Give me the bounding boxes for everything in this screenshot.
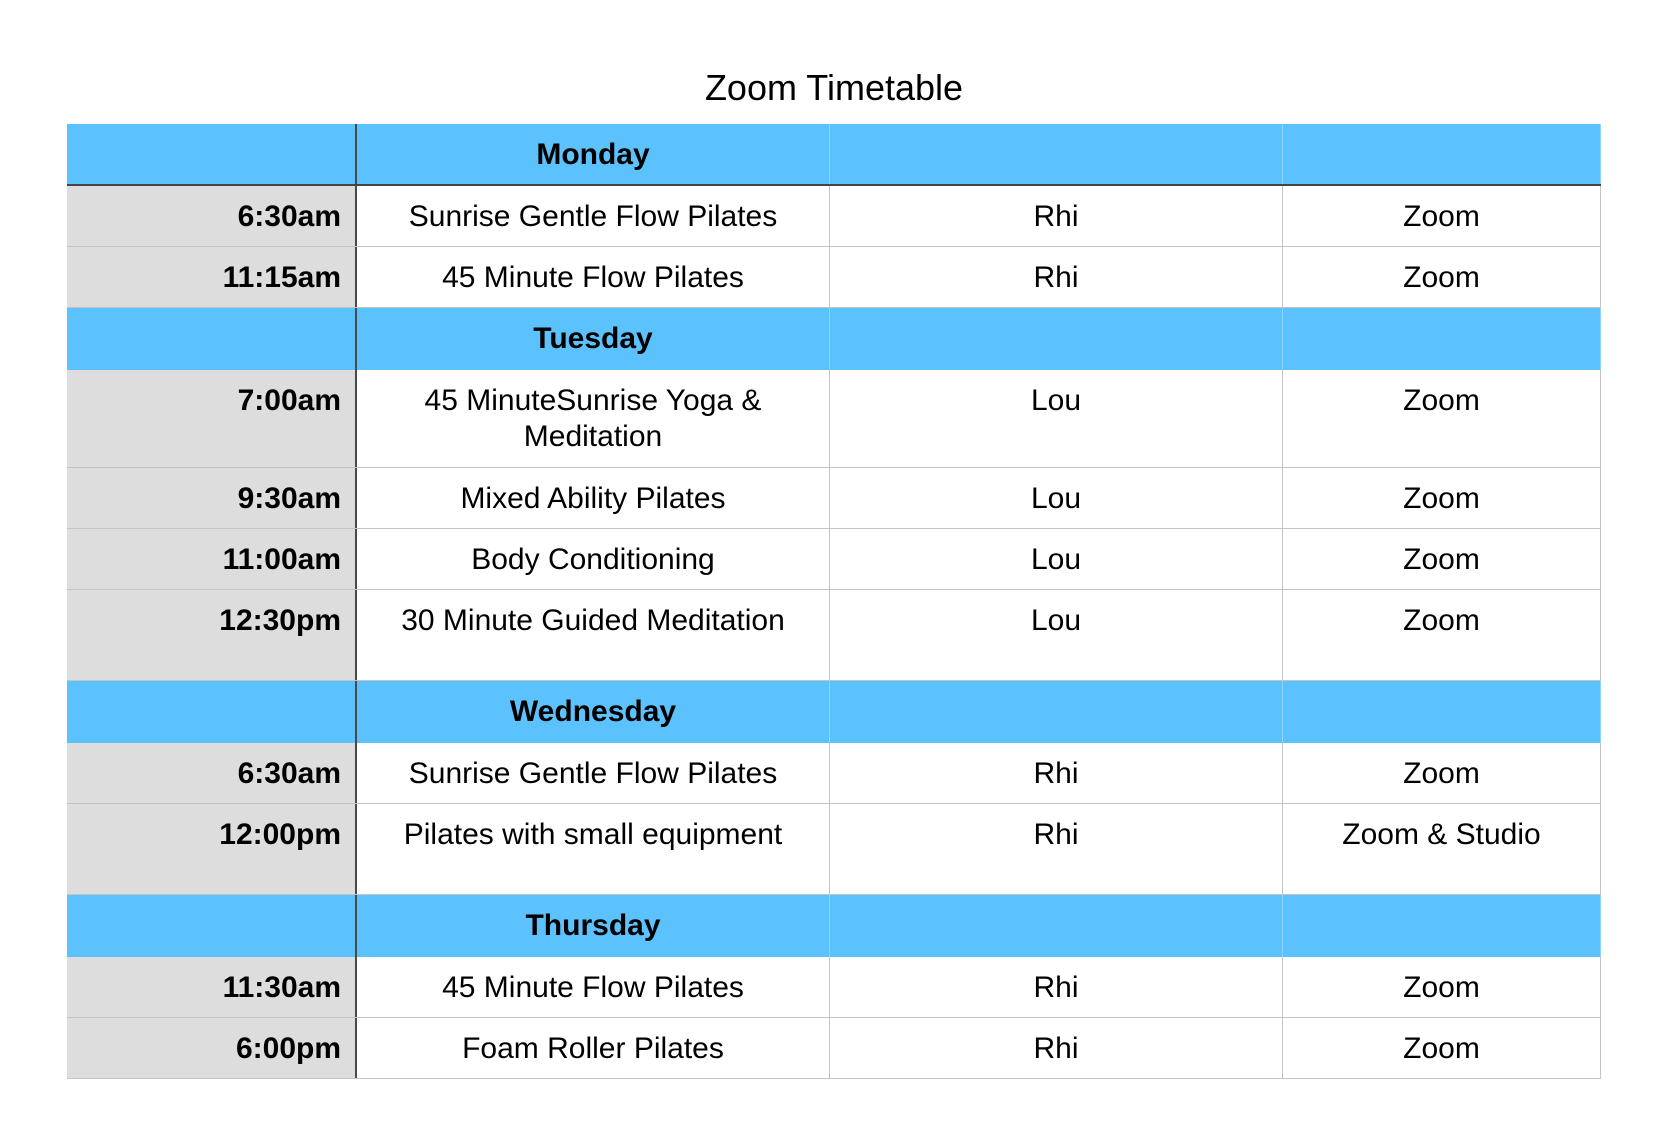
class-name: Mixed Ability Pilates — [357, 468, 830, 528]
day-header-thursday — [67, 895, 1601, 957]
class-instructor: Rhi — [830, 247, 1283, 307]
class-name: Pilates with small equipment — [357, 804, 830, 894]
class-time: 6:30am — [67, 186, 357, 246]
table-row — [67, 590, 1601, 681]
day-header-monday — [67, 124, 1601, 186]
class-name: 45 Minute Flow Pilates — [357, 957, 830, 1017]
class-location: Zoom — [1283, 743, 1601, 803]
class-location: Zoom — [1283, 529, 1601, 589]
class-time: 6:30am — [67, 743, 357, 803]
day-label: Thursday — [357, 895, 830, 957]
class-instructor: Rhi — [830, 957, 1283, 1017]
class-instructor: Rhi — [830, 804, 1283, 894]
class-location: Zoom & Studio — [1283, 804, 1601, 894]
table-row — [67, 804, 1601, 895]
class-instructor: Rhi — [830, 743, 1283, 803]
page-title: Zoom Timetable — [704, 67, 964, 108]
class-instructor: Rhi — [830, 1018, 1283, 1078]
class-time: 12:00pm — [67, 804, 357, 894]
day-header-wednesday — [67, 681, 1601, 743]
class-name: 45 MinuteSunrise Yoga & Meditation — [357, 370, 830, 467]
class-time: 12:30pm — [67, 590, 357, 680]
class-time: 11:00am — [67, 529, 357, 589]
table-row — [67, 743, 1601, 804]
class-time: 11:15am — [67, 247, 357, 307]
class-time: 7:00am — [67, 370, 357, 467]
class-location: Zoom — [1283, 590, 1601, 680]
class-name: Sunrise Gentle Flow Pilates — [357, 186, 830, 246]
class-name: Sunrise Gentle Flow Pilates — [357, 743, 830, 803]
class-location: Zoom — [1283, 1018, 1601, 1078]
class-location: Zoom — [1283, 186, 1601, 246]
table-row — [67, 247, 1601, 308]
day-header-tuesday — [67, 308, 1601, 370]
class-location: Zoom — [1283, 370, 1601, 467]
class-time: 9:30am — [67, 468, 357, 528]
day-label: Wednesday — [357, 681, 830, 743]
class-location: Zoom — [1283, 247, 1601, 307]
class-name: Foam Roller Pilates — [357, 1018, 830, 1078]
class-name: Body Conditioning — [357, 529, 830, 589]
class-instructor: Lou — [830, 370, 1283, 467]
table-row — [67, 468, 1601, 529]
class-name: 45 Minute Flow Pilates — [357, 247, 830, 307]
class-instructor: Lou — [830, 529, 1283, 589]
class-instructor: Rhi — [830, 186, 1283, 246]
timetable — [67, 124, 1601, 1079]
table-row — [67, 1018, 1601, 1079]
class-time: 6:00pm — [67, 1018, 357, 1078]
class-location: Zoom — [1283, 957, 1601, 1017]
class-instructor: Lou — [830, 468, 1283, 528]
class-time: 11:30am — [67, 957, 357, 1017]
day-label: Tuesday — [357, 308, 830, 370]
table-row — [67, 370, 1601, 468]
table-row — [67, 529, 1601, 590]
class-name: 30 Minute Guided Meditation — [357, 590, 830, 680]
class-location: Zoom — [1283, 468, 1601, 528]
day-label: Monday — [357, 124, 830, 184]
class-instructor: Lou — [830, 590, 1283, 680]
table-row — [67, 186, 1601, 247]
table-row — [67, 957, 1601, 1018]
